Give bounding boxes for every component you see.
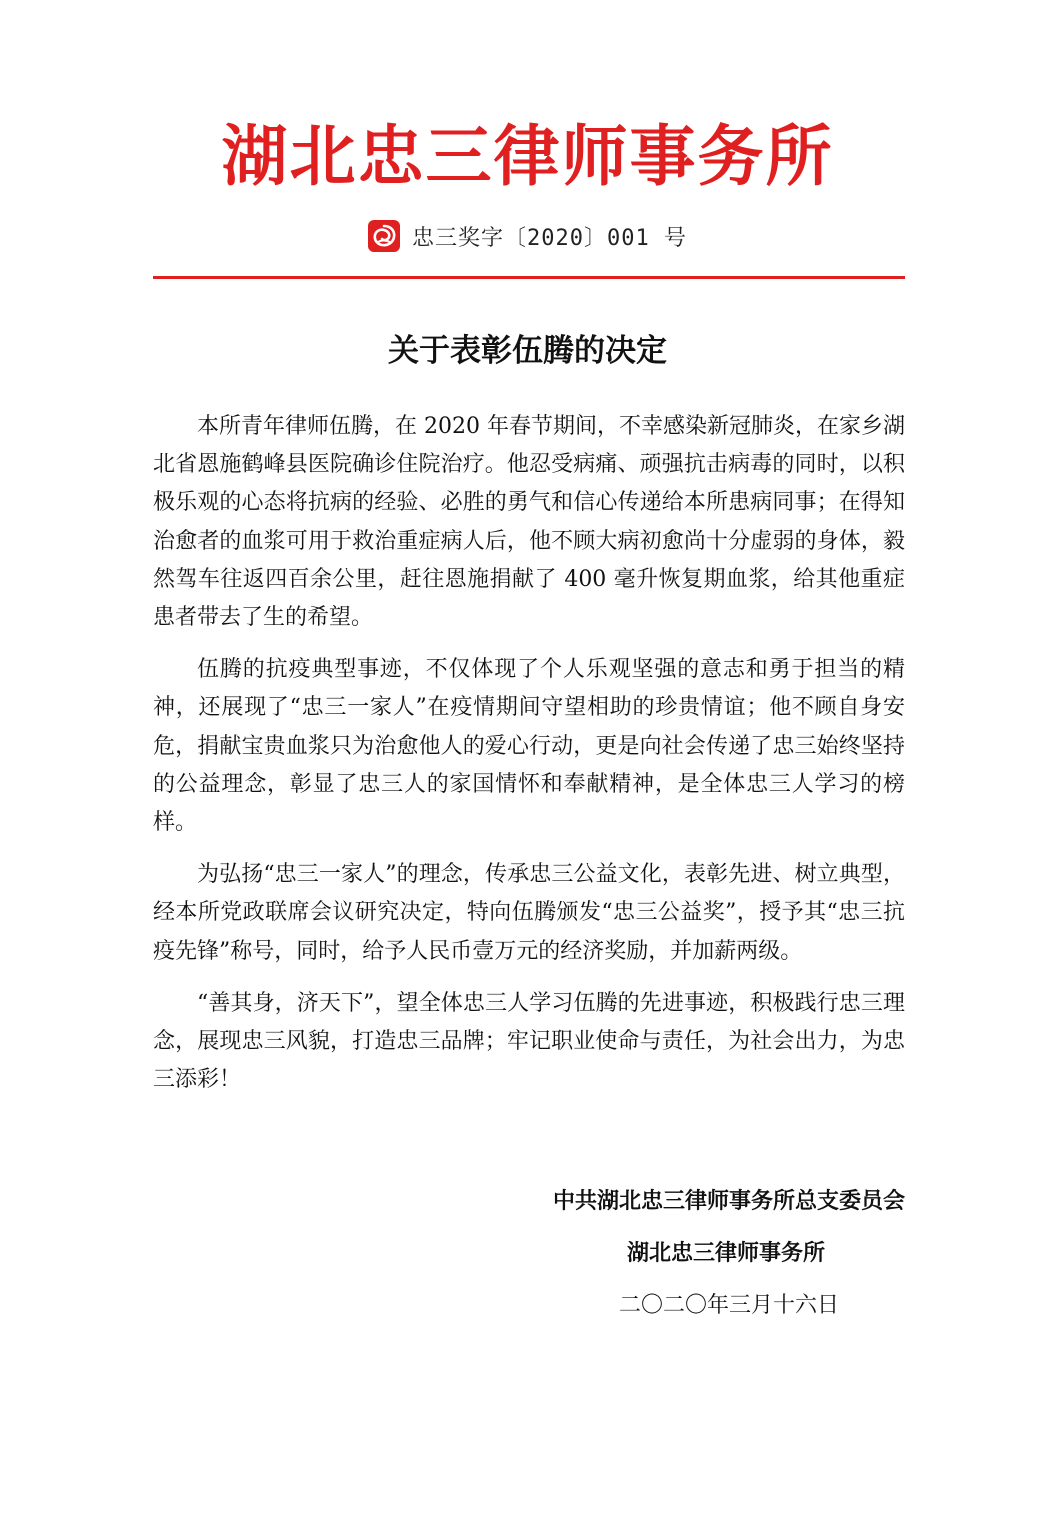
body-paragraph: 本所青年律师伍腾，在 2020 年春节期间，不幸感染新冠肺炎，在家乡湖北省恩施鹤峰县医院确诊住院治疗。他忍受病痛、顽强抗击病毒的同时，以积极乐观的心态将抗病的经验、必胜的勇气和信心传递给本所患病同事；在得知治愈者的血浆可用于救治重症病人后，他不顾大病初愈尚十分虚弱的身体，毅然驾车往返四百余公里，赶往恩施捐献了 400 毫升恢复期血浆，给其他重症患者带去了生的希望。: [153, 414, 905, 631]
document-body: [153, 408, 905, 1113]
doc-number-row: [0, 218, 1055, 254]
header-divider: [153, 276, 905, 279]
signature-date: 二〇二〇年三月十六日: [618, 1293, 839, 1318]
body-paragraph: 为弘扬“忠三一家人”的理念，传承忠三公益文化，表彰先进、树立典型，经本所党政联席会议研究决定，特向伍腾颁发“忠三公益奖”，授予其“忠三抗疫先锋”称号，同时，给予人民币壹万元的经济奖励，并加薪两级。: [153, 862, 905, 964]
org-title: 湖北忠三律师事务所: [221, 118, 834, 195]
body-paragraph: 伍腾的抗疫典型事迹，不仅体现了个人乐观坚强的意志和勇于担当的精神，还展现了“忠三一家人”在疫情期间守望相助的珍贵情谊；他不顾自身安危，捐献宝贵血浆只为治愈他人的爱心行动，更是向社会传递了忠三始终坚持的公益理念，彰显了忠三人的家国情怀和奉献精神，是全体忠三人学习的榜样。: [153, 657, 905, 836]
decision-title: 关于表彰伍腾的决定: [388, 333, 667, 369]
zhongsan-logo-icon: [368, 220, 400, 252]
body-paragraph: “善其身，济天下”，望全体忠三人学习伍腾的先进事迹，积极践行忠三理念，展现忠三风貌，打造忠三品牌；牢记职业使命与责任，为社会出力，为忠三添彩！: [153, 990, 905, 1093]
signature-firm: 湖北忠三律师事务所: [626, 1241, 825, 1266]
signature-party-committee: 中共湖北忠三律师事务所总支委员会: [552, 1189, 905, 1214]
signature-block: [345, 1176, 905, 1332]
doc-number: 忠三奖字〔2020〕001 号: [412, 225, 687, 251]
